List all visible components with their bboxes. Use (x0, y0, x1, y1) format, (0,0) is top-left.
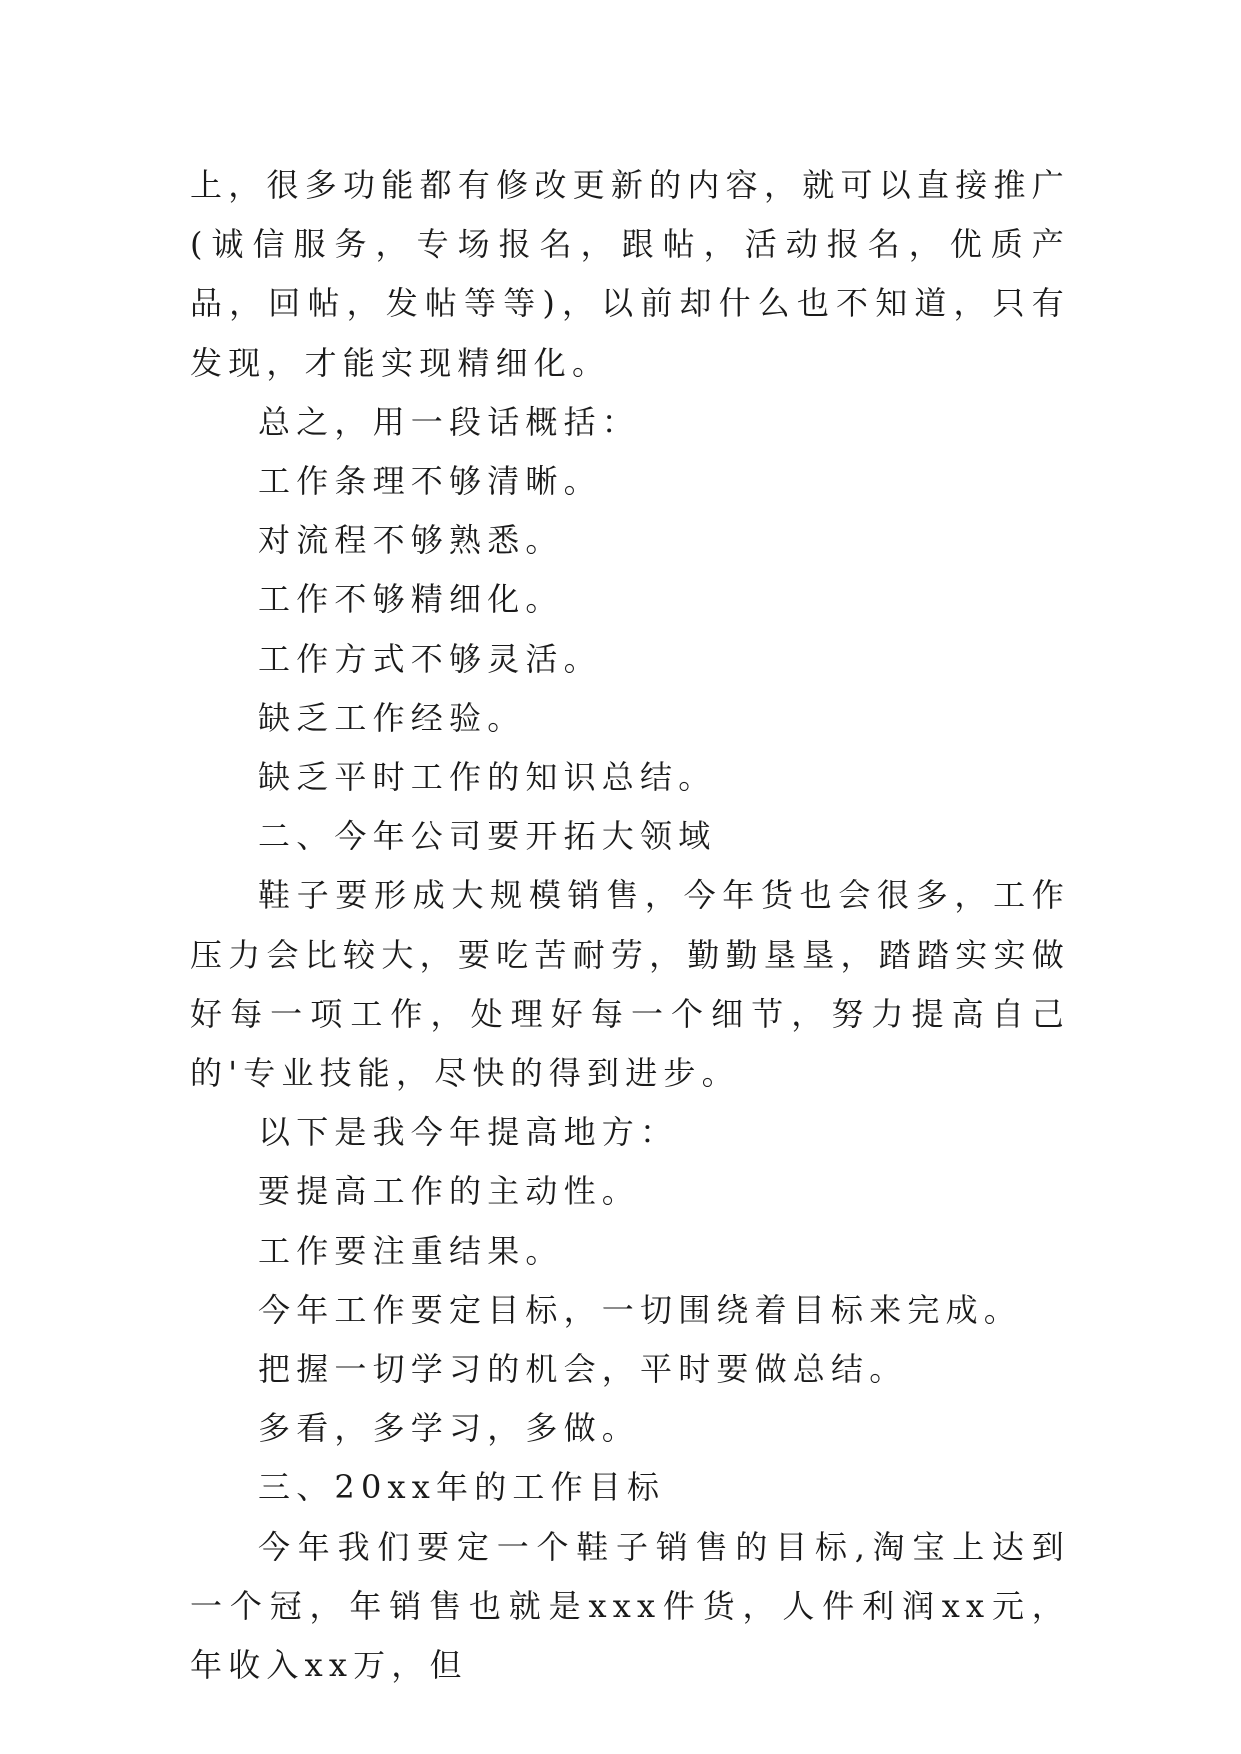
list-intro: 以下是我今年提高地方： (258, 1113, 679, 1152)
list-item: 缺乏平时工作的知识总结。 (258, 758, 717, 797)
section-heading: 二、今年公司要开拓大领域 (258, 817, 717, 856)
list-item: 工作不够精细化。 (258, 580, 564, 619)
list-item: 把握一切学习的机会，平时要做总结。 (258, 1350, 908, 1389)
summary-heading: 总之，用一段话概括： (258, 402, 641, 441)
document-body (190, 156, 1070, 1695)
list-item: 缺乏工作经验。 (258, 698, 526, 737)
list-item: 工作条理不够清晰。 (258, 462, 602, 501)
list-item: 多看，多学习，多做。 (258, 1409, 641, 1448)
paragraph: 上，很多功能都有修改更新的内容，就可以直接推广(诚信服务，专场报名，跟帖，活动报名，优质产品，回帖，发帖等等)，以前却什么也不知道，只有发现，才能实现精细化。 (190, 166, 1070, 382)
list-item: 今年工作要定目标，一切围绕着目标来完成。 (258, 1290, 1023, 1329)
section-heading: 三、20xx年的工作目标 (258, 1468, 666, 1507)
list-item: 对流程不够熟悉。 (258, 521, 564, 560)
list-item: 工作要注重结果。 (258, 1231, 564, 1270)
list-item: 要提高工作的主动性。 (258, 1172, 641, 1211)
paragraph: 今年我们要定一个鞋子销售的目标,淘宝上达到一个冠，年销售也就是xxx件货，人件利润xx元，年收入xx万，但 (190, 1527, 1070, 1685)
paragraph: 鞋子要形成大规模销售，今年货也会很多，工作压力会比较大，要吃苦耐劳，勤勤垦垦，踏踏实实做好每一项工作，处理好每一个细节，努力提高自己的'专业技能，尽快的得到进步。 (190, 876, 1070, 1093)
list-item: 工作方式不够灵活。 (258, 639, 602, 678)
